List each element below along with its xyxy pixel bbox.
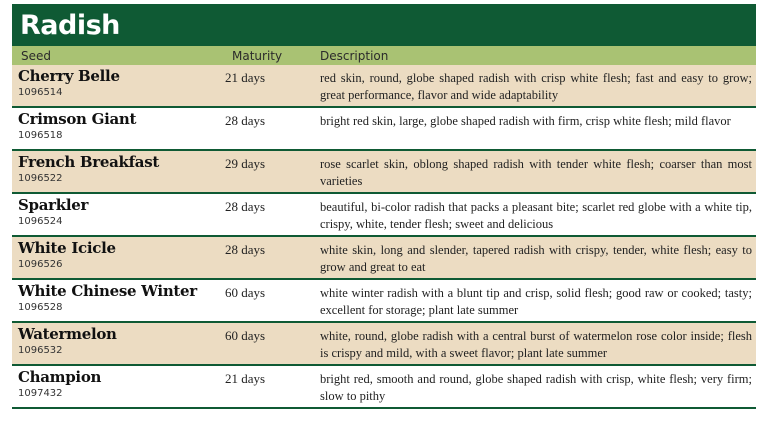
seed-name: Champion (18, 368, 102, 386)
description-cell: bright red, smooth and round, globe shaped radish with crisp, white flesh; very firm; slow to pithy (320, 372, 752, 403)
seed-cell (12, 65, 225, 106)
seed-code: 1096524 (18, 216, 63, 227)
table-row (12, 323, 756, 366)
maturity-cell: 60 days (225, 328, 266, 343)
table-row (12, 151, 756, 194)
seed-cell (12, 323, 225, 364)
table-header (12, 46, 756, 65)
table-row (12, 108, 756, 151)
maturity-cell: 28 days (225, 242, 266, 257)
seed-code: 1096518 (18, 130, 63, 141)
page-title: Radish (20, 9, 120, 41)
description-cell: white winter radish with a blunt tip and crisp, solid flesh; good raw or cooked; tasty; excellent for storage; plant late summer (320, 286, 752, 317)
description-cell: white, round, globe radish with a central burst of watermelon rose color inside; flesh is crispy and mild, with a sweet flavor; plant late summer (320, 329, 752, 360)
seed-name: White Chinese Winter (18, 282, 197, 300)
seed-code: 1097432 (18, 388, 63, 399)
radish-table (12, 4, 756, 409)
maturity-cell: 28 days (225, 113, 266, 128)
maturity-cell: 60 days (225, 285, 266, 300)
table-row (12, 65, 756, 108)
description-cell: bright red skin, large, globe shaped radish with firm, crisp white flesh; mild flavor (320, 114, 731, 128)
seed-cell (12, 280, 225, 321)
maturity-cell: 21 days (225, 371, 266, 386)
seed-cell (12, 366, 225, 407)
table-row (12, 280, 756, 323)
seed-code: 1096528 (18, 302, 63, 313)
seed-cell (12, 151, 225, 192)
seed-name: Cherry Belle (18, 67, 120, 85)
header-maturity: Maturity (232, 48, 283, 63)
description-cell: red skin, round, globe shaped radish with crisp white flesh; fast and easy to grow; great performance, flavor and wide adaptability (320, 71, 752, 102)
seed-code: 1096514 (18, 87, 63, 98)
seed-cell (12, 237, 225, 278)
seed-name: White Icicle (18, 239, 116, 257)
seed-code: 1096522 (18, 173, 63, 184)
table-row (12, 237, 756, 280)
seed-cell (12, 108, 225, 149)
header-seed: Seed (21, 48, 51, 63)
seed-name: Crimson Giant (18, 110, 137, 128)
description-cell: white skin, long and slender, tapered radish with crispy, tender, white flesh; easy to grow and great to eat (320, 243, 752, 274)
seed-name: Sparkler (18, 196, 89, 214)
header-description: Description (320, 48, 389, 63)
title-bar (12, 4, 756, 46)
seed-name: French Breakfast (18, 153, 159, 171)
maturity-cell: 21 days (225, 70, 266, 85)
description-cell: beautiful, bi-color radish that packs a pleasant bite; scarlet red globe with a white tip, crispy, white, tender flesh; sweet and delicious (320, 200, 752, 231)
seed-cell (12, 194, 225, 235)
maturity-cell: 29 days (225, 156, 266, 171)
seed-code: 1096532 (18, 345, 63, 356)
table-row (12, 366, 756, 409)
seed-name: Watermelon (18, 325, 117, 343)
table-row (12, 194, 756, 237)
description-cell: rose scarlet skin, oblong shaped radish with tender white flesh; coarser than most varieties (320, 157, 752, 188)
seed-code: 1096526 (18, 259, 63, 270)
maturity-cell: 28 days (225, 199, 266, 214)
